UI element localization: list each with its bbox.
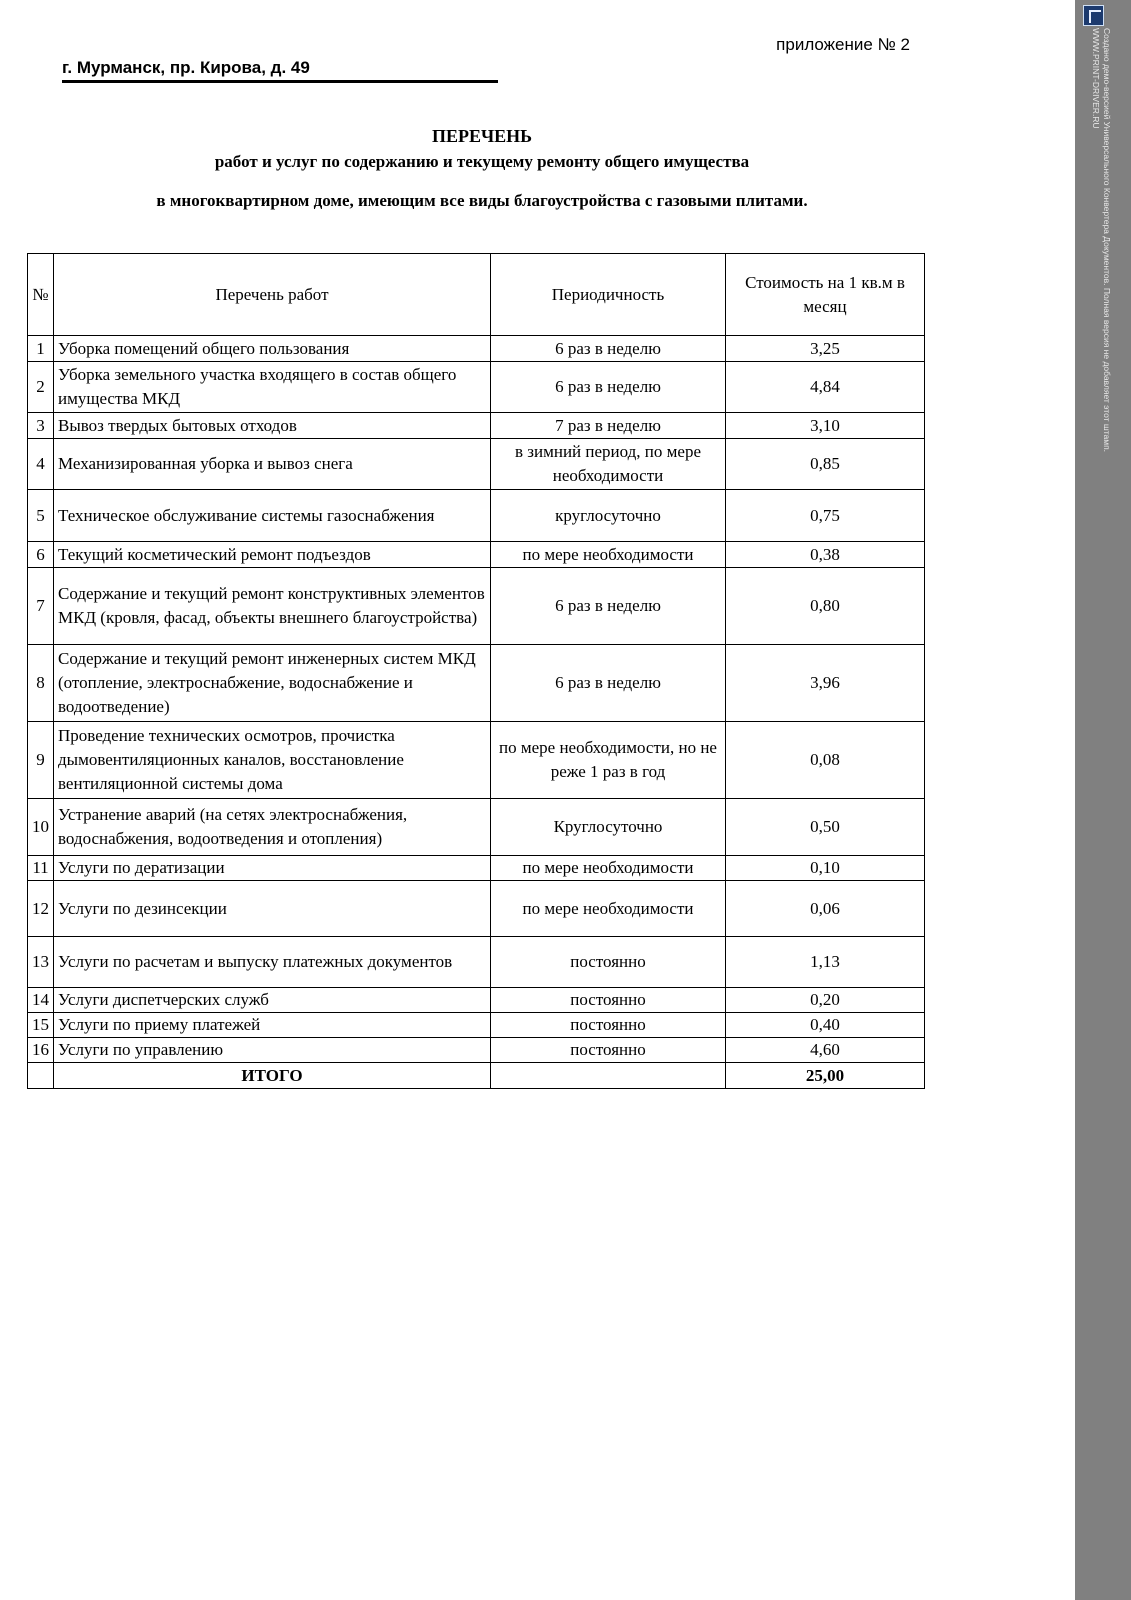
- row-work: Услуги по дезинсекции: [54, 881, 491, 937]
- row-cost: 0,50: [726, 799, 925, 856]
- row-periodicity: 6 раз в неделю: [491, 645, 726, 722]
- table-row: [28, 799, 925, 856]
- row-cost: 4,84: [726, 362, 925, 413]
- col-works: Перечень работ: [54, 254, 491, 336]
- row-periodicity: по мере необходимости: [491, 856, 726, 881]
- converter-logo-icon: [1083, 5, 1104, 26]
- row-number: 8: [28, 645, 54, 722]
- row-work: Текущий косметический ремонт подъездов: [54, 542, 491, 568]
- row-cost: 0,80: [726, 568, 925, 645]
- col-cost: Стоимость на 1 кв.м в месяц: [726, 254, 925, 336]
- row-work: Услуги по расчетам и выпуску платежных документов: [54, 937, 491, 988]
- row-work: Услуги диспетчерских служб: [54, 988, 491, 1013]
- row-work: Услуги по приему платежей: [54, 1013, 491, 1038]
- row-cost: 0,10: [726, 856, 925, 881]
- table-row: [28, 542, 925, 568]
- stamp-line: Создано демо-версией Универсального Конвертера Документов. Полная версия не добавляет этот штамп.: [1102, 28, 1112, 453]
- total-empty: [28, 1063, 54, 1089]
- row-periodicity: по мере необходимости, но не реже 1 раз в год: [491, 722, 726, 799]
- table-row: [28, 856, 925, 881]
- row-number: 14: [28, 988, 54, 1013]
- document-subtitle: работ и услуг по содержанию и текущему ремонту общего имущества: [214, 152, 750, 171]
- total-label: ИТОГО: [54, 1063, 491, 1089]
- table-row: [28, 1013, 925, 1038]
- row-periodicity: 6 раз в неделю: [491, 336, 726, 362]
- row-cost: 4,60: [726, 1038, 925, 1063]
- row-number: 5: [28, 490, 54, 542]
- row-work: Уборка земельного участка входящего в состав общего имущества МКД: [54, 362, 491, 413]
- table-row: [28, 881, 925, 937]
- row-number: 1: [28, 336, 54, 362]
- row-periodicity: 6 раз в неделю: [491, 362, 726, 413]
- row-cost: 3,25: [726, 336, 925, 362]
- row-number: 6: [28, 542, 54, 568]
- table-row: [28, 362, 925, 413]
- row-periodicity: постоянно: [491, 988, 726, 1013]
- table-row: [28, 645, 925, 722]
- row-periodicity: в зимний период, по мере необходимости: [491, 439, 726, 490]
- row-number: 12: [28, 881, 54, 937]
- row-work: Техническое обслуживание системы газоснабжения: [54, 490, 491, 542]
- table-row: [28, 1038, 925, 1063]
- table-row: [28, 568, 925, 645]
- row-periodicity: 7 раз в неделю: [491, 413, 726, 439]
- row-work: Услуги по управлению: [54, 1038, 491, 1063]
- table-row: [28, 988, 925, 1013]
- row-cost: 0,08: [726, 722, 925, 799]
- row-work: Услуги по дератизации: [54, 856, 491, 881]
- address: г. Мурманск, пр. Кирова, д. 49: [62, 58, 498, 83]
- row-cost: 0,40: [726, 1013, 925, 1038]
- row-periodicity: круглосуточно: [491, 490, 726, 542]
- row-number: 13: [28, 937, 54, 988]
- row-periodicity: по мере необходимости: [491, 542, 726, 568]
- row-cost: 0,06: [726, 881, 925, 937]
- document-title: ПЕРЕЧЕНЬ: [431, 126, 533, 146]
- table-row: [28, 490, 925, 542]
- document-subtitle-2: в многоквартирном доме, имеющим все виды благоустройства с газовыми плитами.: [156, 191, 808, 210]
- row-cost: 1,13: [726, 937, 925, 988]
- row-cost: 0,20: [726, 988, 925, 1013]
- row-cost: 0,38: [726, 542, 925, 568]
- table-row: [28, 937, 925, 988]
- row-work: Проведение технических осмотров, прочистка дымовентиляционных каналов, восстановление вентиляционной системы дома: [54, 722, 491, 799]
- table-row: [28, 722, 925, 799]
- row-cost: 0,75: [726, 490, 925, 542]
- row-periodicity: постоянно: [491, 1038, 726, 1063]
- row-number: 10: [28, 799, 54, 856]
- col-number: №: [28, 254, 54, 336]
- total-cost: 25,00: [726, 1063, 925, 1089]
- row-work: Устранение аварий (на сетях электроснабжения, водоснабжения, водоотведения и отопления): [54, 799, 491, 856]
- row-cost: 3,96: [726, 645, 925, 722]
- table-row: [28, 439, 925, 490]
- total-empty: [491, 1063, 726, 1089]
- row-number: 16: [28, 1038, 54, 1063]
- row-number: 11: [28, 856, 54, 881]
- row-periodicity: постоянно: [491, 1013, 726, 1038]
- row-work: Вывоз твердых бытовых отходов: [54, 413, 491, 439]
- row-work: Уборка помещений общего пользования: [54, 336, 491, 362]
- col-periodicity: Периодичность: [491, 254, 726, 336]
- appendix-label: приложение № 2: [776, 35, 910, 54]
- services-table: [27, 253, 925, 1089]
- row-number: 4: [28, 439, 54, 490]
- row-number: 2: [28, 362, 54, 413]
- demo-stamp-sidebar: [1075, 0, 1131, 1600]
- row-number: 9: [28, 722, 54, 799]
- demo-stamp-text: [1090, 28, 1112, 452]
- row-periodicity: 6 раз в неделю: [491, 568, 726, 645]
- row-periodicity: постоянно: [491, 937, 726, 988]
- table-header: [28, 254, 925, 336]
- row-cost: 3,10: [726, 413, 925, 439]
- table-row: [28, 413, 925, 439]
- row-number: 7: [28, 568, 54, 645]
- row-work: Механизированная уборка и вывоз снега: [54, 439, 491, 490]
- row-number: 15: [28, 1013, 54, 1038]
- table-row: [28, 336, 925, 362]
- stamp-url: WWW.PRINT-DRIVER.RU: [1091, 28, 1101, 129]
- total-row: [28, 1063, 925, 1089]
- row-periodicity: по мере необходимости: [491, 881, 726, 937]
- row-cost: 0,85: [726, 439, 925, 490]
- row-work: Содержание и текущий ремонт конструктивных элементов МКД (кровля, фасад, объекты внешнего благоустройства): [54, 568, 491, 645]
- row-work: Содержание и текущий ремонт инженерных систем МКД (отопление, электроснабжение, водоснабжение и водоотведение): [54, 645, 491, 722]
- row-number: 3: [28, 413, 54, 439]
- row-periodicity: Круглосуточно: [491, 799, 726, 856]
